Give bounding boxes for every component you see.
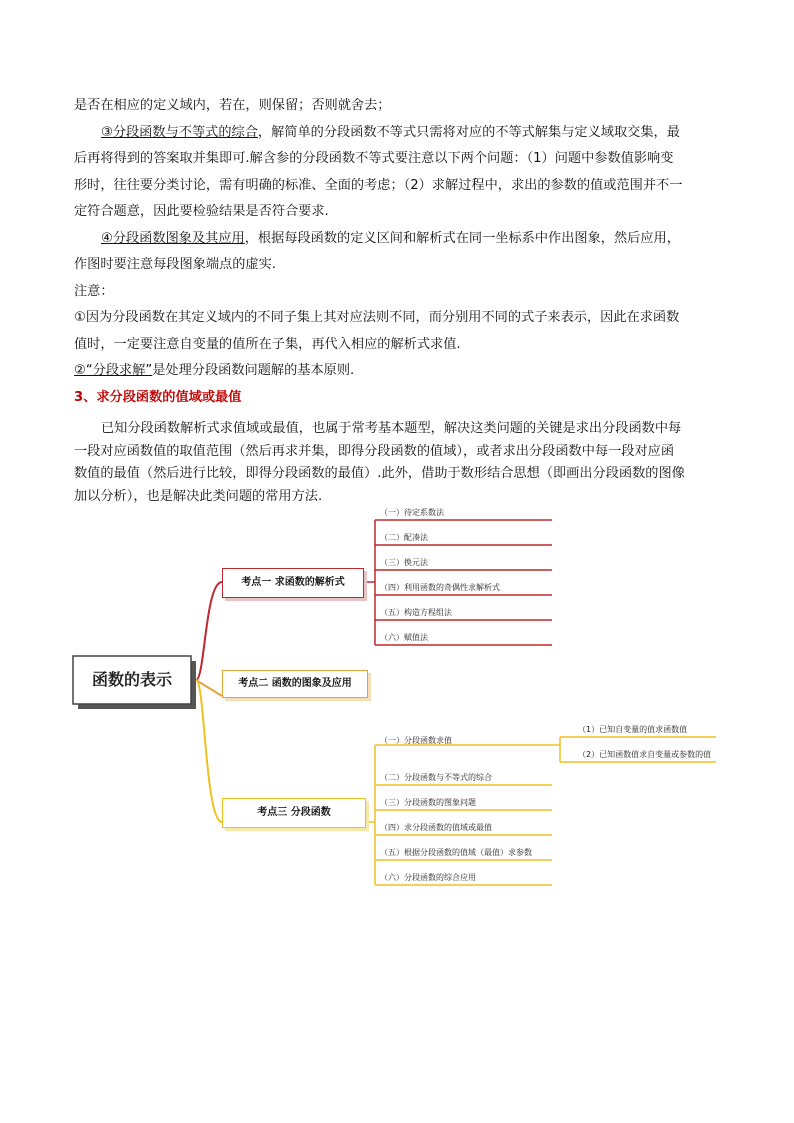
leaf: （四）利用函数的奇偶性求解析式 bbox=[380, 583, 500, 592]
leaf: （六）赋值法 bbox=[380, 633, 428, 642]
leaf: （一）分段函数求值 bbox=[380, 736, 452, 745]
line: 数值的最值（然后进行比较，即得分段函数的最值）.此外，借助于数形结合思想（即画出分段函数的图像 bbox=[74, 466, 685, 481]
line: 形时，往往要分类讨论，需有明确的标准、全面的考虑；（2）求解过程中，求出的参数的值或范围并不一 bbox=[74, 177, 683, 193]
leaf: （六）分段函数的综合应用 bbox=[380, 873, 476, 882]
line: 已知分段函数解析式求值域或最值，也属于常考基本题型，解决这类问题的关键是求出分段函数中每 bbox=[101, 421, 682, 436]
branch-red bbox=[196, 582, 222, 680]
leaf: （一）待定系数法 bbox=[380, 508, 444, 517]
line: 值时，一定要注意自变量的值所在子集，再代入相应的解析式求值. bbox=[74, 336, 461, 352]
line: ①因为分段函数在其定义域内的不同子集上其对应法则不同，而分别用不同的式子来表示，因此在求函数 bbox=[74, 310, 680, 325]
sub-leaf: （2）已知函数值求自变量或参数的值 bbox=[578, 750, 712, 759]
note-label: 注意： bbox=[74, 283, 114, 299]
point-3-title: ③分段函数与不等式的综合 bbox=[101, 124, 258, 140]
section-heading: 3、求分段函数的值域或最值 bbox=[74, 389, 242, 405]
line: 后再将得到的答案取并集即可.解含参的分段函数不等式要注意以下两个问题：（1）问题中参数值影响变 bbox=[74, 151, 674, 166]
leaf: （二）分段函数与不等式的综合 bbox=[380, 773, 492, 782]
line: 是否在相应的定义域内，若在，则保留；否则就舍去； bbox=[74, 98, 391, 113]
principle: ②“分段求解” bbox=[74, 363, 153, 378]
point-4-title: ④分段函数图象及其应用 bbox=[101, 230, 245, 246]
topic-1: 考点一 求函数的解析式 bbox=[222, 568, 364, 598]
leaf: （三）分段函数的图象问题 bbox=[380, 798, 476, 807]
leaf: （五）根据分段函数的值域（最值）求参数 bbox=[380, 848, 532, 857]
sub-leaf: （1）已知自变量的值求函数值 bbox=[578, 725, 688, 734]
root-label: 函数的表示 bbox=[91, 670, 172, 689]
topic-3: 考点三 分段函数 bbox=[222, 798, 366, 828]
line: 作图时要注意每段图象端点的虚实. bbox=[74, 257, 277, 272]
branch-yellow bbox=[196, 680, 222, 822]
text: 是处理分段函数问题解的基本原则. bbox=[152, 363, 355, 378]
line: 定符合题意，因此要检验结果是否符合要求. bbox=[74, 204, 329, 219]
leaf: （五）构造方程组法 bbox=[380, 608, 452, 617]
text: ，解简单的分段函数不等式只需将对应的不等式解集与定义域取交集，最 bbox=[257, 124, 680, 140]
line: 一段对应函数值的取值范围（然后再求并集，即得分段函数的值域），或者求出分段函数中每一段对应函 bbox=[74, 443, 675, 459]
leaf: （二）配凑法 bbox=[380, 533, 428, 542]
text: ，根据每段函数的定义区间和解析式在同一坐标系中作出图象，然后应用， bbox=[244, 230, 680, 246]
leaf: （三）换元法 bbox=[380, 558, 428, 567]
topic-2: 考点二 函数的图象及应用 bbox=[222, 670, 368, 698]
leaf: （四）求分段函数的值域或最值 bbox=[380, 823, 492, 832]
line: 加以分析），也是解决此类问题的常用方法. bbox=[74, 488, 323, 504]
